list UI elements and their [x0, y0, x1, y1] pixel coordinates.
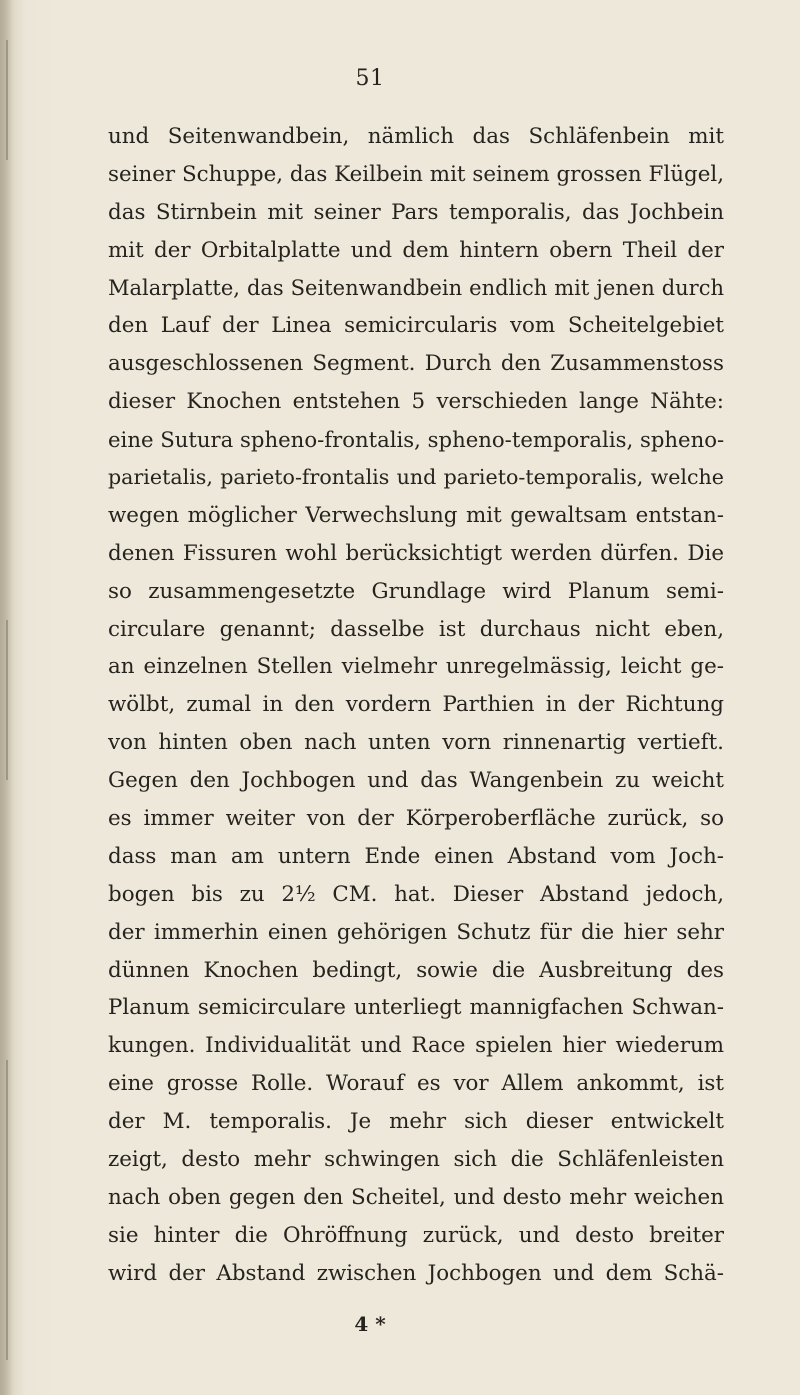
text-line: den Lauf der Linea semicircularis vom Scheitelgebiet — [108, 313, 724, 339]
text-line: an einzelnen Stellen vielmehr unregelmässig, leicht ge- — [108, 654, 724, 680]
text-line: Malarplatte, das Seitenwandbein endlich mit jenen durch — [108, 275, 724, 300]
text-line: sie hinter die Ohröffnung zurück, und desto breiter — [108, 1222, 724, 1248]
text-line: dass man am untern Ende einen Abstand vom Joch- — [108, 843, 724, 869]
text-line: so zusammengesetzte Grundlage wird Planum semi- — [108, 578, 724, 604]
text-line: von hinten oben nach unten vorn rinnenartig vertieft. — [108, 730, 724, 756]
text-line: dieser Knochen entstehen 5 verschieden lange Nähte: — [108, 389, 724, 415]
gutter-line — [6, 40, 8, 160]
text-line: ausgeschlossenen Segment. Durch den Zusammenstoss — [108, 351, 724, 377]
text-line: wird der Abstand zwischen Jochbogen und dem Schä- — [108, 1260, 724, 1286]
text-line: denen Fissuren wohl berücksichtigt werden dürfen. Die — [108, 540, 724, 566]
text-line: bogen bis zu 2½ CM. hat. Dieser Abstand jedoch, — [108, 881, 724, 907]
text-line: das Stirnbein mit seiner Pars temporalis, das Jochbein — [108, 199, 724, 225]
text-line: wölbt, zumal in den vordern Parthien in der Richtung — [108, 692, 724, 718]
text-line: mit der Orbitalplatte und dem hintern obern Theil der — [108, 237, 724, 263]
text-line: Gegen den Jochbogen und das Wangenbein zu weicht — [108, 768, 724, 794]
text-line: nach oben gegen den Scheitel, und desto mehr weichen — [108, 1184, 724, 1210]
body-text — [108, 118, 724, 1293]
text-line: und Seitenwandbein, nämlich das Schläfenbein mit — [108, 124, 724, 149]
text-line: der M. temporalis. Je mehr sich dieser entwickelt — [108, 1109, 724, 1135]
page-number: 51 — [355, 66, 385, 91]
text-line: eine Sutura spheno-frontalis, spheno-temporalis, spheno- — [108, 427, 725, 453]
text-line: seiner Schuppe, das Keilbein mit seinem grossen Flügel, — [108, 161, 724, 187]
text-line: zeigt, desto mehr schwingen sich die Schläfenleisten — [108, 1147, 724, 1173]
text-line: eine grosse Rolle. Worauf es vor Allem ankommt, ist — [108, 1071, 724, 1097]
signature-mark: 4 * — [354, 1312, 386, 1336]
gutter-line — [6, 620, 8, 780]
text-line: dünnen Knochen bedingt, sowie die Ausbreitung des — [108, 957, 724, 983]
text-line: parietalis, parieto-frontalis und parieto-temporalis, welche — [108, 465, 724, 490]
text-line: Planum semicirculare unterliegt mannigfachen Schwan- — [108, 995, 724, 1021]
text-line: circulare genannt; dasselbe ist durchaus nicht eben, — [108, 616, 724, 642]
text-line: wegen möglicher Verwechslung mit gewaltsam entstan- — [108, 502, 724, 528]
text-line: kungen. Individualität und Race spielen hier wiederum — [108, 1033, 724, 1059]
text-line: es immer weiter von der Körperoberfläche zurück, so — [108, 806, 724, 832]
text-line: der immerhin einen gehörigen Schutz für die hier sehr — [108, 919, 724, 945]
